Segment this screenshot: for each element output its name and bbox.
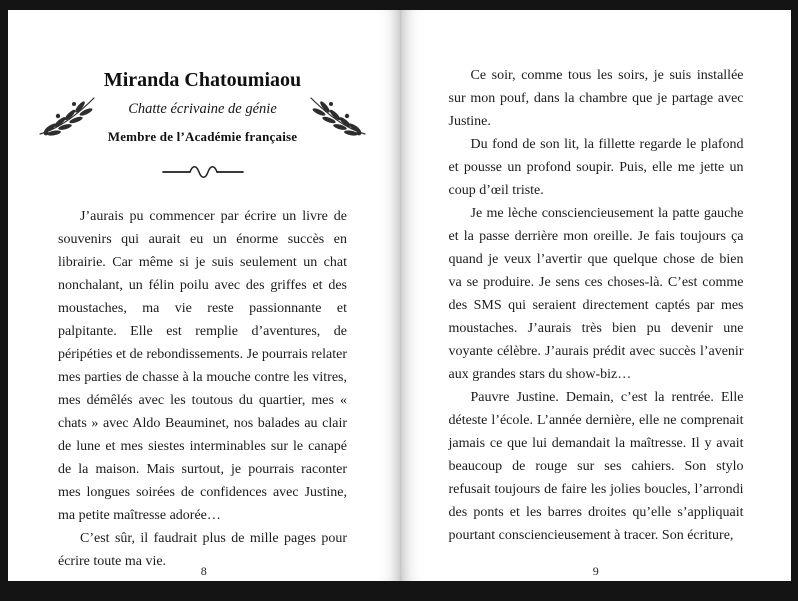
body-paragraph: J’aurais pu commencer par écrire un livre de souvenirs qui aurait eu un énorme succès en librairie. Car même si je suis seulement un chat nonchalant, un félin poilu avec des griffes et des moustaches, ma vie reste passionnante et palpitante. Elle est remplie d’aventures, de péripéties et de rebondissements. Je pourrais relater mes parties de chasse à la mouche contre les vitres, mes démêlés avec les toutous du quartier, mes « chats » avec Aldo Beauminet, nos balades au clair de lune et mes siestes interminables sur le canapé de la maison. Mais surtout, je pourrais raconter mes longues soirées de confidences avec Justine, ma petite maîtresse adorée…	[58, 209, 347, 523]
body-paragraph: Pauvre Justine. Demain, c’est la rentrée. Elle déteste l’école. L’année dernière, elle ne comprenait jamais ce que lui demandait la maîtresse. Il y avait beaucoup de rouge sur ses cahiers. Son stylo refusait toujours de faire les jolies boucles, l’arrondi des ponts et les barres droites qu’elle s’appliquait pourtant consciencieusement à tracer. Son écriture,	[448, 390, 744, 543]
page-title: Miranda Chatoumiaou	[103, 69, 302, 91]
body-paragraph: C’est sûr, il faudrait plus de mille pages pour écrire toute ma vie.	[58, 531, 347, 569]
chapter-header-center	[102, 68, 303, 145]
laurel-branch-left-icon	[38, 92, 98, 138]
chapter-header	[36, 68, 369, 145]
page-affiliation: Membre de l’Académie française	[107, 129, 298, 144]
right-page	[400, 10, 792, 581]
right-page-text-column	[449, 10, 744, 581]
section-divider-icon	[58, 165, 347, 179]
right-page-body	[449, 10, 744, 547]
left-page	[8, 10, 400, 581]
laurel-branch-right-icon	[307, 92, 367, 138]
body-paragraph: Du fond de son lit, la fillette regarde le plafond et pousse un profond soupir. Puis, elle me jette un coup d’œil triste.	[448, 137, 744, 198]
left-page-text-column	[58, 10, 347, 581]
page-number-right: 9	[592, 564, 599, 578]
left-page-body	[58, 205, 347, 573]
page-subtitle: Chatte écrivaine de génie	[128, 101, 277, 117]
body-paragraph: Ce soir, comme tous les soirs, je suis installée sur mon pouf, dans la chambre que je partage avec Justine.	[448, 68, 744, 129]
book-spread	[8, 10, 791, 581]
body-paragraph: Je me lèche consciencieusement la patte gauche et la passe derrière mon oreille. Je fais toujours ça quand je veux l’avertir que quelque chose de bien va se produire. Je sens ces choses-là. C’est comme des SMS qui seraient directement captés par mes moustaches. J’aurais très bien pu devenir une voyante célèbre. J’aurais prédit avec succès l’avenir aux grandes stars du show-biz…	[448, 206, 744, 382]
page-number-left: 8	[200, 564, 207, 578]
